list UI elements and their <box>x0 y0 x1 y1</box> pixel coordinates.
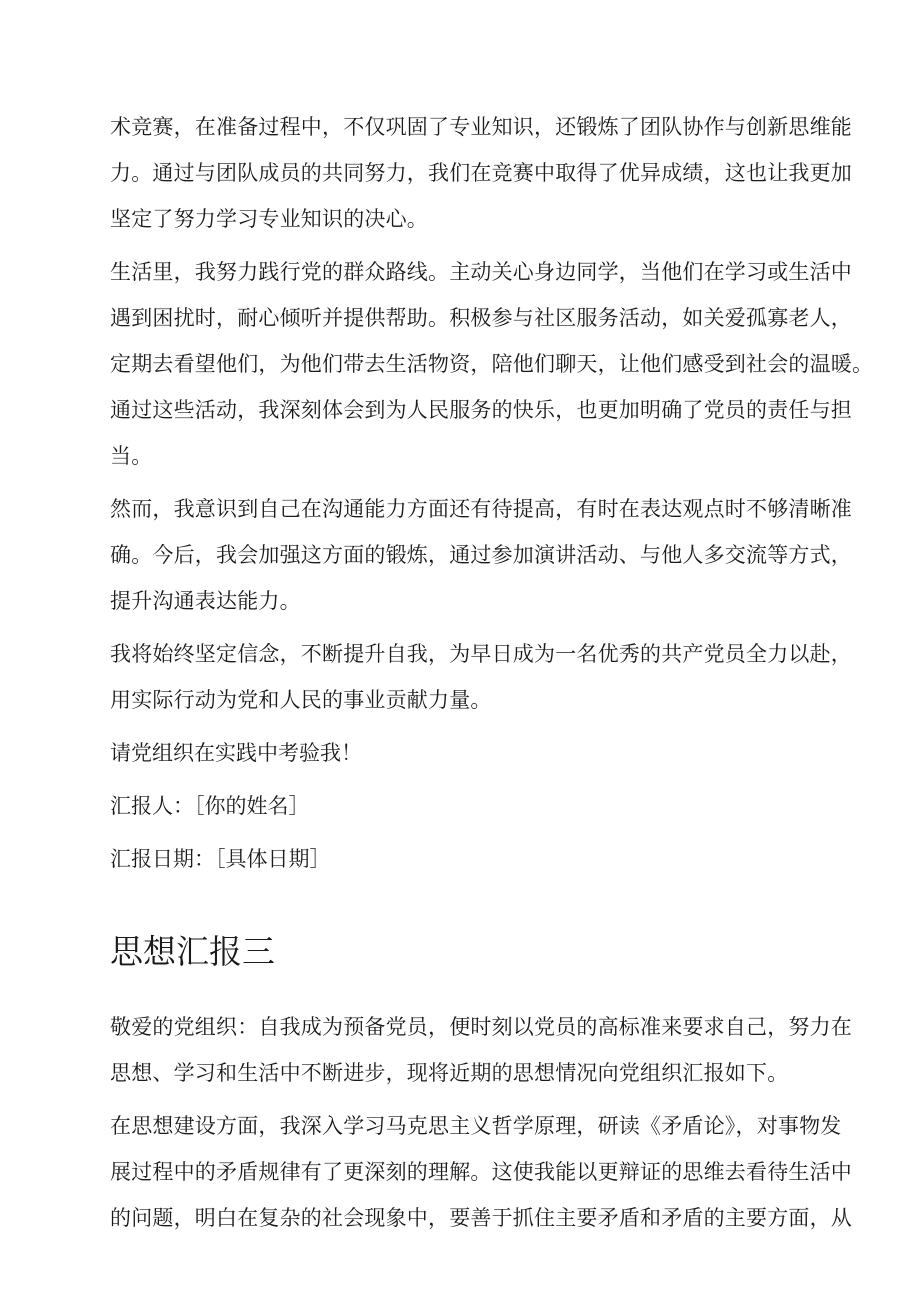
text-line: 当。 <box>110 444 153 468</box>
paragraph-commitment <box>110 631 852 723</box>
text-line: 然而，我意识到自己在沟通能力方面还有待提高，有时在表达观点时不够清晰准 <box>110 497 852 521</box>
text-line: 术竞赛，在准备过程中，不仅巩固了专业知识，还锻炼了团队协作与创新思维能 <box>110 115 852 139</box>
report-date-line: 汇报日期：［具体日期］ <box>110 847 331 871</box>
text-line: 坚定了努力学习专业知识的决心。 <box>110 207 428 231</box>
paragraph-life <box>110 249 874 479</box>
text-line: 在思想建设方面，我深入学习马克思主义哲学原理，研读《矛盾论》，对事物发 <box>110 1114 842 1138</box>
text-line: 我将始终坚定信念，不断提升自我，为早日成为一名优秀的共产党员全力以赴， <box>110 642 852 666</box>
text-line: 力。通过与团队成员的共同努力，我们在竞赛中取得了优异成绩，这也让我更加 <box>110 161 852 185</box>
text-line: 提升沟通表达能力。 <box>110 589 301 613</box>
text-line: 的问题，明白在复杂的社会现象中，要善于抓住主要矛盾和矛盾的主要方面，从 <box>110 1206 852 1230</box>
text-line: 遇到困扰时，耐心倾听并提供帮助。积极参与社区服务活动，如关爱孤寡老人， <box>110 306 852 330</box>
document-page <box>110 104 874 1248</box>
paragraph-competition <box>110 104 852 242</box>
text-line: 定期去看望他们，为他们带去生活物资，陪他们聊天，让他们感受到社会的温暖。 <box>110 352 874 376</box>
reporter-line: 汇报人：［你的姓名］ <box>110 794 310 818</box>
paragraph-greeting <box>110 1004 852 1096</box>
section-heading: 思想汇报三 <box>110 932 275 971</box>
text-line: 确。今后，我会加强这方面的锻炼，通过参加演讲活动、与他人多交流等方式， <box>110 543 852 567</box>
text-line: 生活里，我努力践行党的群众路线。主动关心身边同学，当他们在学习或生活中 <box>110 260 852 284</box>
closing-line: 请党组织在实践中考验我！ <box>110 741 362 765</box>
text-line: 敬爱的党组织：自我成为预备党员，便时刻以党员的高标准来要求自己，努力在 <box>110 1015 852 1039</box>
text-line: 用实际行动为党和人民的事业贡献力量。 <box>110 688 492 712</box>
paragraph-ideology <box>110 1103 852 1241</box>
text-line: 展过程中的矛盾规律有了更深刻的理解。这使我能以更辩证的思维去看待生活中 <box>110 1160 852 1184</box>
paragraph-shortcoming <box>110 486 852 624</box>
text-line: 思想、学习和生活中不断进步，现将近期的思想情况向党组织汇报如下。 <box>110 1061 789 1085</box>
text-line: 通过这些活动，我深刻体会到为人民服务的快乐，也更加明确了党员的责任与担 <box>110 398 852 422</box>
